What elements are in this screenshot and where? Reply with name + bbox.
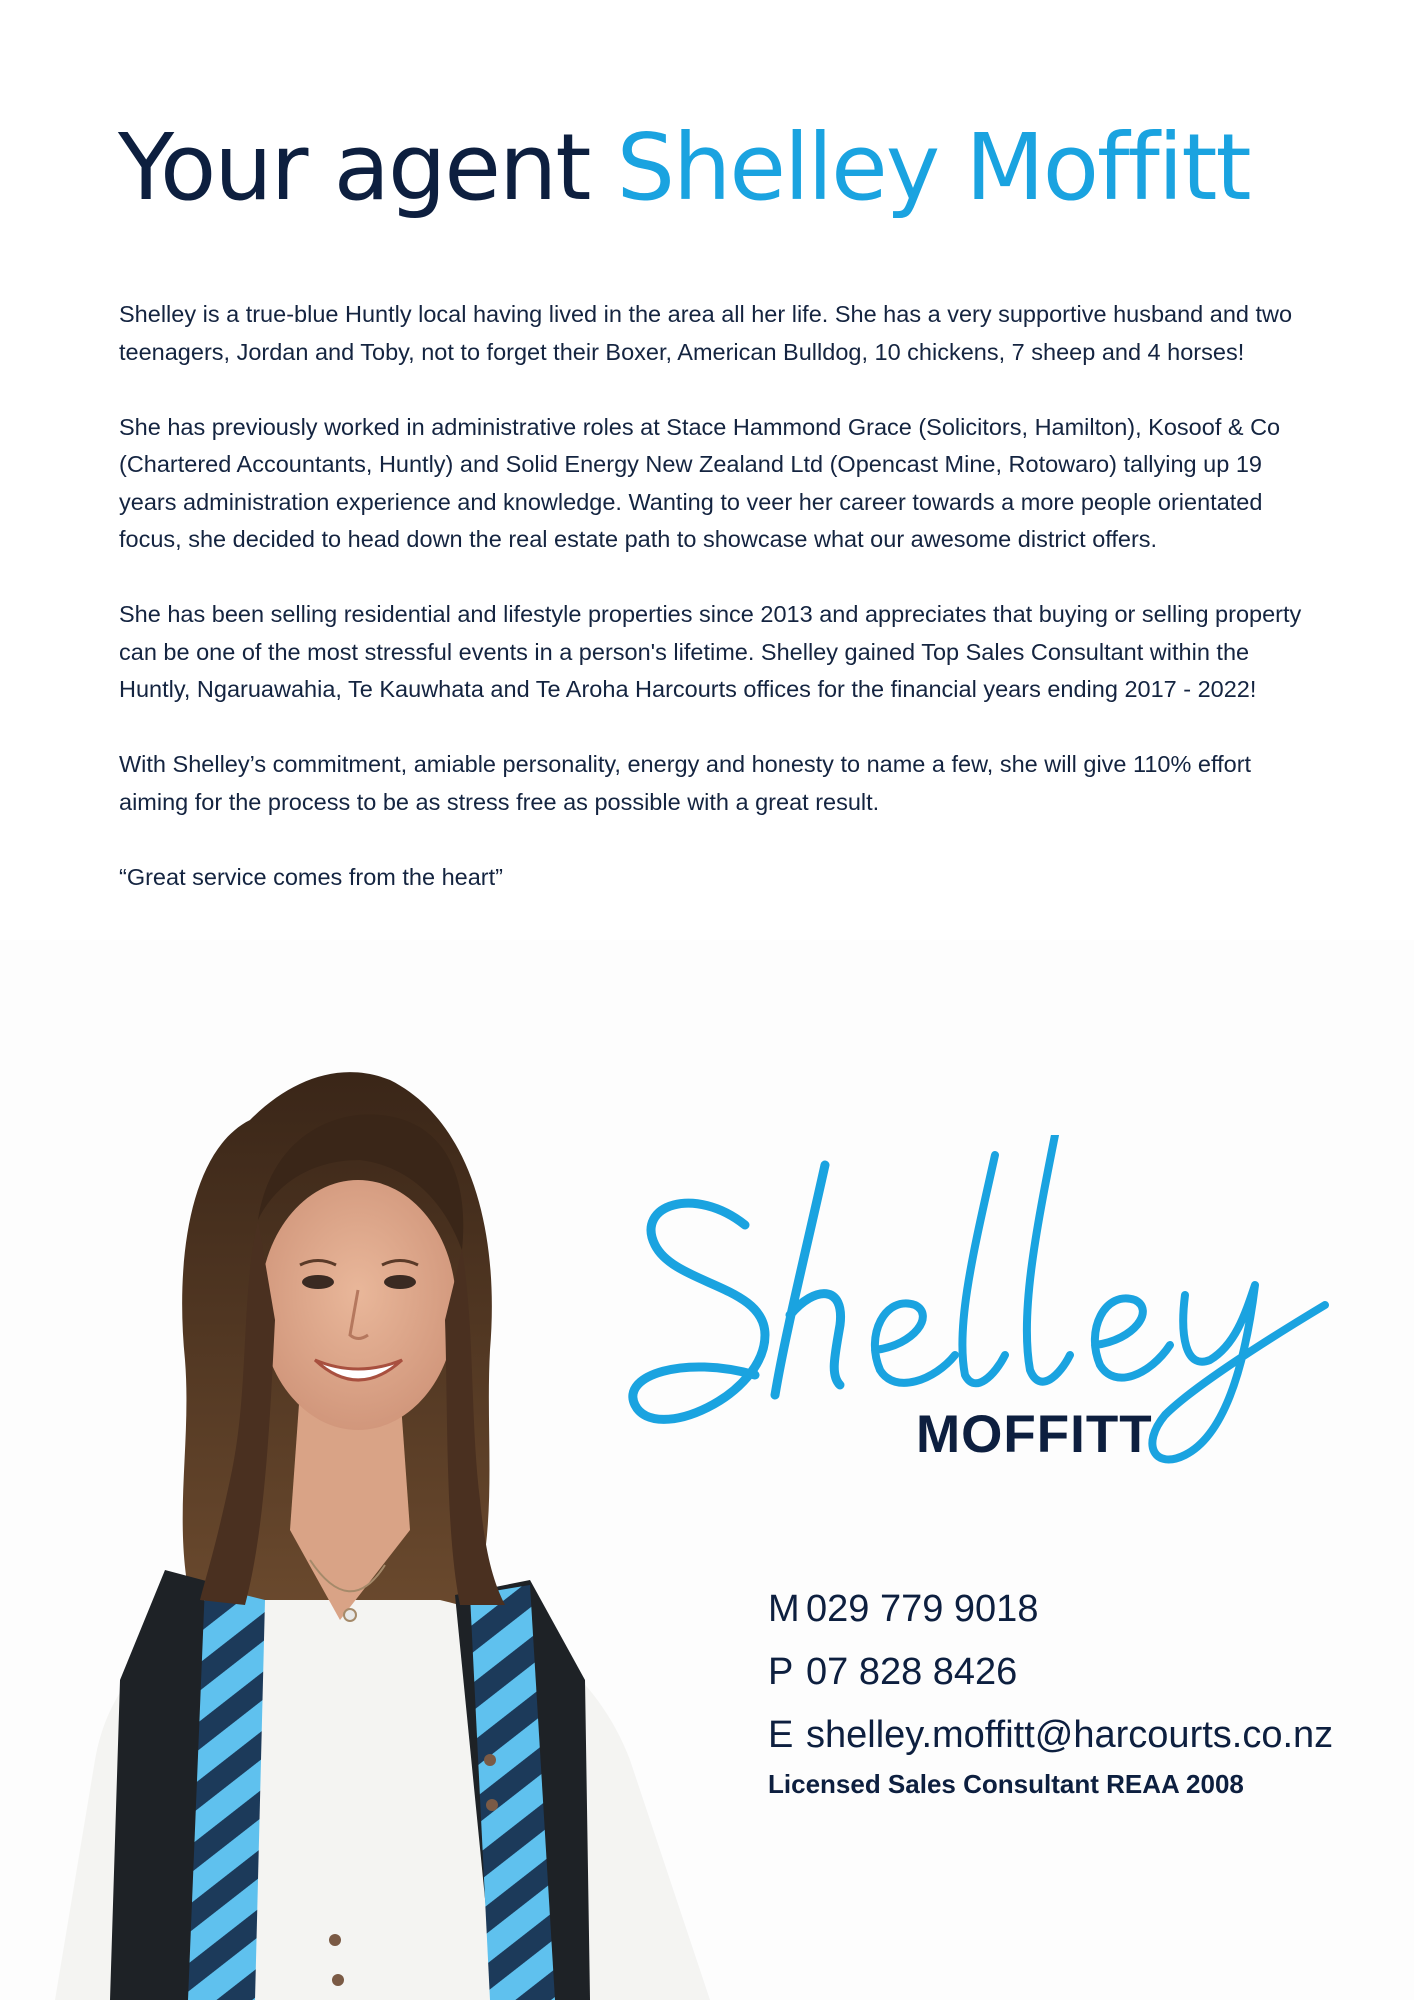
bio-paragraph: With Shelley’s commitment, amiable personality, energy and honesty to name a few, she will give 110% effort aiming for the process to be as stress free as possible with a great result.	[119, 751, 1252, 815]
bio-paragraph: She has previously worked in administrative roles at Stace Hammond Grace (Solicitors, Hamilton), Kosoof & Co (Chartered Accountants, Huntly) and Solid Energy New Zealand Ltd (Opencast Mine, Rotowaro) tallying up 19 years administration experience and knowledge. Wanting to veer her career towards a more people orientated focus, she decided to head down the real estate path to showcase what our awesome district offers.	[119, 413, 1281, 552]
phone-line[interactable]	[768, 1641, 1333, 1704]
email-label: E	[768, 1714, 794, 1756]
bio-paragraph: Shelley is a true-blue Huntly local having lived in the area all her life. She has a very supportive husband and two teenagers, Jordan and Toby, not to forget their Boxer, American Bulldog, 10 chickens, 7 sheep and 4 horses!	[119, 301, 1293, 365]
email-address: shelley.moffitt@harcourts.co.nz	[806, 1714, 1334, 1756]
bio-paragraph: She has been selling residential and lifestyle properties since 2013 and appreciates that buying or selling property can be one of the most stressful events in a person's lifetime. Shelley gained Top Sales Consultant within the Huntly, Ngaruawahia, Te Kauwhata and Te Aroha Harcourts offices for the financial years ending 2017 - 2022!	[119, 601, 1302, 702]
agent-surname: MOFFITT	[916, 1405, 1153, 1464]
contact-block	[768, 1578, 1333, 1800]
mobile-line[interactable]	[768, 1578, 1333, 1641]
phone-number: 07 828 8426	[806, 1651, 1018, 1693]
email-line[interactable]	[768, 1704, 1333, 1767]
title-agent-name: Shelley Moffitt	[616, 114, 1250, 221]
agent-bio	[119, 296, 1309, 934]
bio-quote: “Great service comes from the heart”	[119, 863, 503, 890]
mobile-label: M	[768, 1588, 800, 1630]
license-text: Licensed Sales Consultant REAA 2008	[768, 1769, 1244, 1799]
page-title	[118, 114, 1250, 221]
mobile-number: 029 779 9018	[806, 1588, 1039, 1630]
phone-label: P	[768, 1651, 794, 1693]
title-lead: Your agent	[118, 114, 590, 221]
